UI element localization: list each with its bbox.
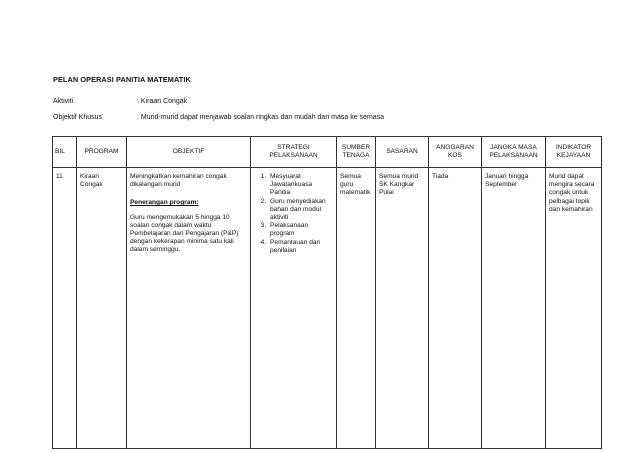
header-jangka-masa: JANGKA MASA PELAKSANAAN — [482, 137, 546, 168]
cell-bil: 11 — [53, 168, 77, 449]
meta-label-objektif-khusus: Objektif Khusus — [53, 114, 103, 121]
cell-anggaran: Tiada — [429, 168, 482, 449]
cell-program: Kiraan Congak — [77, 168, 127, 449]
objektif-text: Meningkatkan kemahiran congak dikalangan murid — [130, 173, 227, 189]
table-row — [53, 168, 602, 449]
meta-label-aktiviti: Aktiviti — [53, 98, 74, 105]
header-strategi: STRATEGI PELAKSANAAN — [251, 137, 337, 168]
cell-objektif — [127, 168, 251, 449]
header-program: PROGRAM — [77, 137, 127, 168]
cell-indikator: Murid dapat mengira secara congak untuk pelbagai topik dan kemahiran — [546, 168, 602, 449]
operation-plan-table — [52, 136, 602, 449]
cell-sasaran: Semua murid SK Kangkar Pulai — [376, 168, 429, 449]
strategy-item: 4. Pemantauan dan penilaian — [268, 239, 333, 255]
strategy-item: 2. Guru menyediakan bahan dan modul aktiviti — [268, 198, 333, 223]
strategy-item: 3. Pelaksanaan program — [268, 222, 333, 238]
strategy-list — [254, 173, 333, 255]
strategy-item: 1. Mesyuarat Jawatankuasa Panitia — [268, 173, 333, 198]
header-anggaran: ANGGARAN KOS — [429, 137, 482, 168]
meta-value-aktiviti: : Kiraan Congak — [137, 98, 188, 105]
objektif-heading: Penerangan program: — [130, 199, 199, 207]
header-sasaran: SASARAN — [376, 137, 429, 168]
objektif-description: Guru mengemukakan 5 hingga 10 soalan congak dalam waktu Pembelajaran dan Pengajaran (P&P) dengan kekerapan minima satu kali dalam seminggu. — [130, 213, 239, 254]
meta-value-objektif-khusus: : Murid-murid dapat menjawab soalan ringkas dan mudah dari masa ke semasa — [137, 114, 385, 121]
header-indikator: INDIKATOR KEJAYAAN — [546, 137, 602, 168]
table-header-row — [53, 137, 602, 168]
header-objektif: OBJEKTIF — [127, 137, 251, 168]
header-sumber: SUMBER TENAGA — [337, 137, 376, 168]
cell-jangka-masa: Januari hingga September — [482, 168, 546, 449]
cell-sumber: Semua guru matematik — [337, 168, 376, 449]
document-title: PELAN OPERASI PANITIA MATEMATIK — [53, 75, 191, 84]
header-bil: BIL — [53, 137, 77, 168]
cell-strategi — [251, 168, 337, 449]
